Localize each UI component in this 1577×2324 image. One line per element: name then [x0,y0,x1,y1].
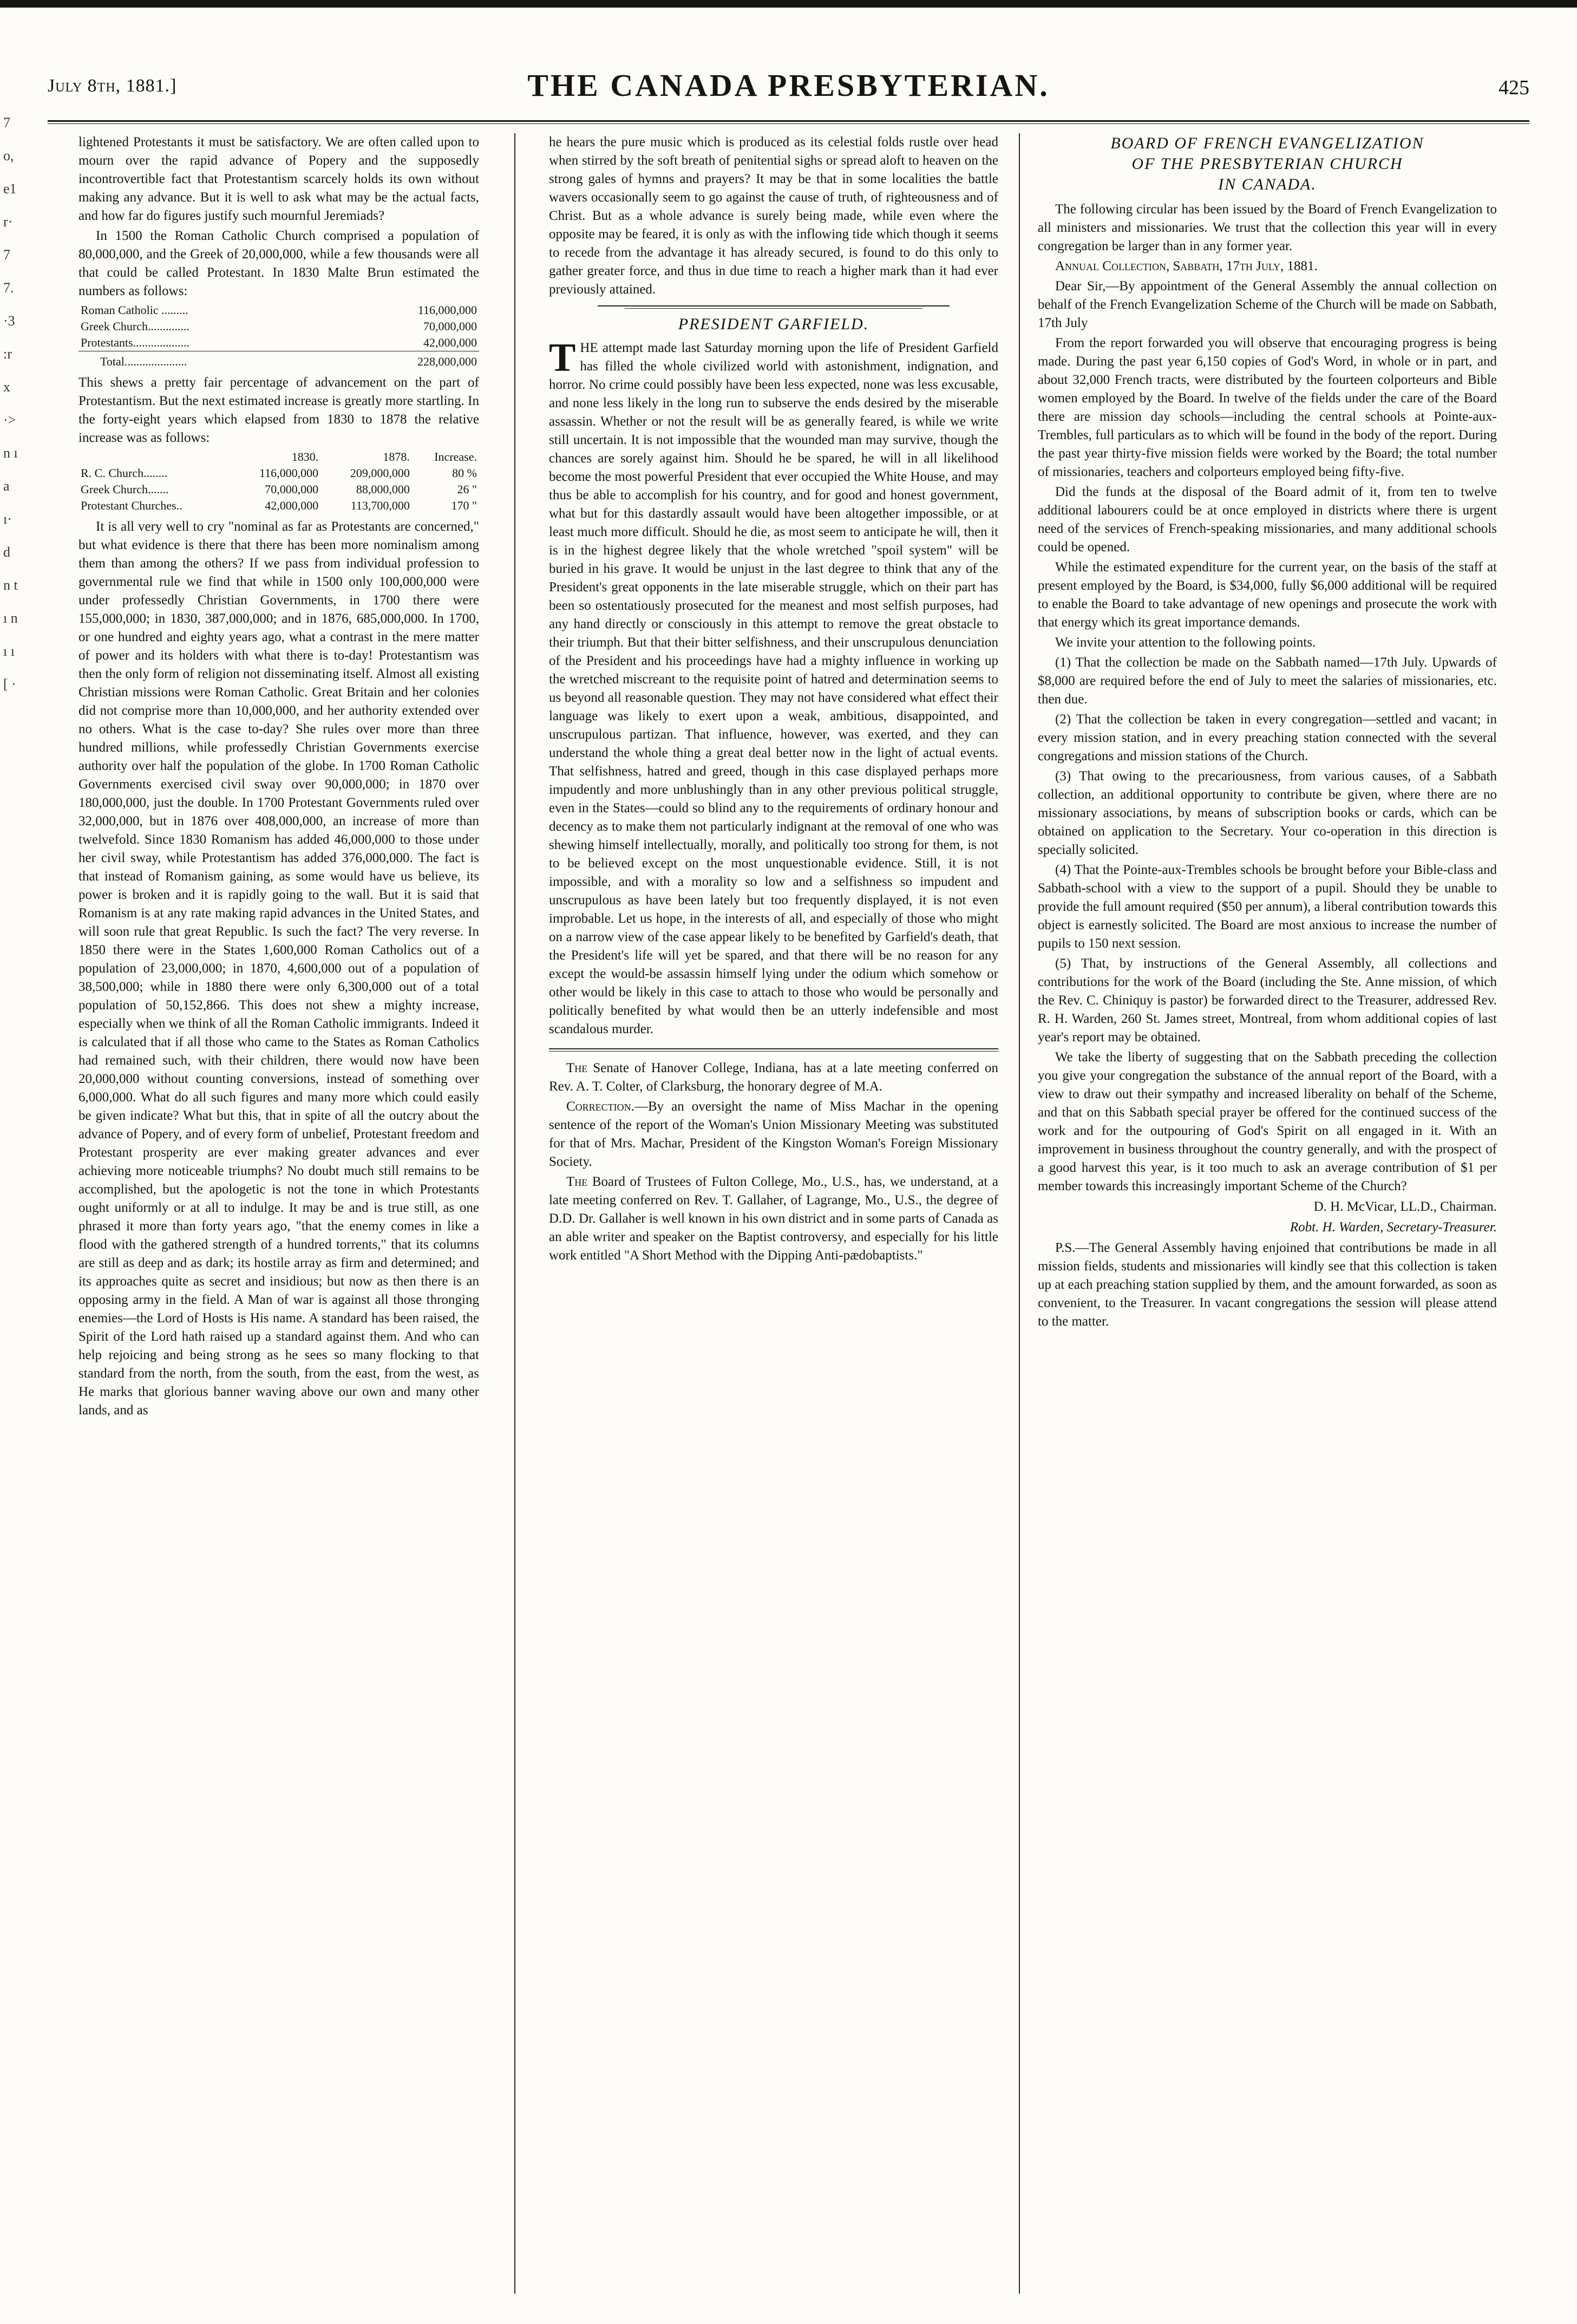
article-paragraph: he hears the pure music which is produced as its celestial folds rustle over head when stirred by the soft breath of penitential sighs or spread aloft to heaven on the strong gales of hymns and prayers? It may be that in some localities the battle wavers occasionally seem to go against the cause of truth, of righteousness and of Christ. But as a whole advance is surely being made, while even where the opposite may be feared, it is only as with the inflowing tide which though it seems to recede from the advantage it has already secured, is found to do this only to gather greater force, and thus in due time to reach a higher mark than it had ever previously attained. [549,135,998,297]
header-rule [48,120,1529,122]
article-paragraph: This shews a pretty fair percentage of advancement on the part of Protestantism. But the next estimated increase is greatly more startling. In the forty-eight years which elapsed from 1830 to 1878 the relative increase was as follows: [78,375,479,445]
drop-cap: T [549,336,576,380]
article-paragraph: The following circular has been issued by the Board of French Evangelization to all ministers and missionaries. We trust that the collection this year will in every congregation be larger than in any former year. [1038,202,1497,253]
column-1 [78,133,479,2296]
table-value: 42,000,000 [423,336,477,349]
article-paragraph: lightened Protestants it must be satisfactory. We are often called upon to mourn over the rapid advance of Popery and the supposedly incontrovertible fact that Protestantism scarcely holds its own without making any advance. But it is well to ask what may be the actual facts, and how far do figures justify such mournful Jeremiads? [78,135,479,223]
table-total-value: 228,000,000 [335,351,479,370]
table-row [78,318,479,335]
title-line: IN CANADA. [1218,175,1317,193]
postscript: P.S.—The General Assembly having enjoined that contributions be made in all mission fields, students and missionaries will kindly see that this collection is taken up at each preaching station supplied by them, and the amount forwarded, as soon as convenient, to the Treasurer. In vacant congregations the session will please attend to the matter. [1038,1241,1497,1329]
article-paragraph: (1) That the collection be made on the Sabbath named—17th July. Upwards of $8,000 are required before the end of July to meet the salaries of missionaries, etc. then due. [1038,655,1497,707]
article-paragraph: Dear Sir,—By appointment of the General Assembly the annual collection on behalf of the French Evangelization Scheme of the Church will be made on Sabbath, 17th July [1038,279,1497,330]
signature-chairman: D. H. McVicar, LL.D., Chairman. [1313,1199,1497,1214]
table-value: 26 " [457,482,477,496]
table-row [78,481,479,498]
table-value: 113,700,000 [350,499,410,512]
article-paragraph: While the estimated expenditure for the current year, on the basis of the staff at present employed by the Board, is $34,000, fully $6,000 additional will be required to enable the Board to take advantage of new openings and prosecute the work with that energy which its great importance demands. [1038,560,1497,630]
article-paragraph: (2) That the collection be taken in every congregation—settled and vacant; in every mission station, and in every preaching station connected with the several congregations and mission stations of the Church. [1038,712,1497,763]
table-header-row [78,449,479,465]
increase-table [78,449,479,514]
table-row [78,302,479,318]
article-text: HE attempt made last Saturday morning upon the life of President Garfield has filled the whole civilized world with astonishment, indignation, and horror. No crime could possibly have been less expected, none was less excusable, and none less likely in the long run to subserve the ends desired by the miserable assassin. Whether or not the result will be as generally feared, is while we write still uncertain. It is not impossible that the wounded man may survive, though the chances are sorely against him. Should he be spared, he will in all likelihood become the most powerful President that ever occupied the White House, and may thus be able to accomplish for his country, and for good and honest government, what but for this dastardly assault would have been altogether impossible, or at least much more difficult. Should he die, as most seem to anticipate he will, then it is in the highest degree likely that the whole wretched "spoil system" will be buried in his grave. It would be unjust in the last degree to think that any of the President's great opponents in the late miserable struggle, which on their part has been so ostentatiously prosecuted for the meanest and most selfish purposes, had any hand directly or consciously in this attempt to remove the great obstacle to their triumph. But that their bitter selfishness, and their unscrupulous denunciation of the President and his proceedings have had a mighty influence in working up the wretched miscreant to the requisite point of hatred and determination seems to us beyond all reasonable question. They may not have considered what effect their language was likely to exert upon a weak, ambitious, disappointed, and unscrupulous partizan. That influence, however, was exerted, and they can understand the whole thing a great deal better now in the light of actual events. That selfishness, hatred and greed, though in this case displayed perhaps more impudently and more unblushingly than in any other previous political struggle, even in the States—could so blind any to the requirements of ordinary honour and decency as to make them not particularly indignant at the removal of one who was shewing himself intellectually, morally, and politically too strong for them, is not to be believed except on the most unquestionable evidence. Still, it is not impossible, and with a morality so low and a selfishness so impudent and unscrupulous as have been lately but too frequently displayed, it is not even improbable. Let us hope, in the interests of all, and especially of those who might on a narrow view of the case appear likely to be benefited by Garfield's death, that the President's life will yet be spared, and that there will be no reason for any except the would-be assassin himself lying under the odium which somehow or other would be likely in this case to attach to those who would be personally and politically benefited by what would then be an utterly indefensible and most scandalous murder. [549,341,998,1036]
table-value: 88,000,000 [356,482,410,496]
table-total-label: Total..................... [78,351,335,370]
table-value: 80 % [452,466,477,480]
masthead-title: THE CANADA PRESBYTERIAN. [527,68,1050,103]
article-paragraph: We invite your attention to the following points. [1055,635,1316,650]
table-header: 1878. [383,450,410,464]
news-lead: The [566,1174,588,1189]
table-row [78,465,479,481]
table-value: 116,000,000 [417,303,477,317]
table-row [78,335,479,351]
table-total-row [78,351,479,370]
top-border [0,0,1577,8]
news-item [549,1059,998,1096]
column-2 [549,133,998,2296]
article-paragraph: (5) That, by instructions of the General Assembly, all collections and contributions for the work of the Board (including the Ste. Anne mission, of which the Rev. C. Chiniquy is pastor) be forwarded direct to the Treasurer, addressed Rev. R. H. Warden, 260 St. James street, Montreal, from whom additional copies of last year's report may be obtained. [1038,956,1497,1045]
article-paragraph: From the report forwarded you will observe that encouraging progress is being made. During the past year 6,150 copies of God's Word, in whole or in part, and about 32,000 French tracts, were distributed by the fourteen colporteurs and Bible women employed by the Board. In twelve of the fields under the care of the Board there are mission day schools—including the central schools at Pointe-aux-Trembles, full particulars as to which will be found in the body of the report. During the past year thirty-five mission fields were worked by the Board; the total number of missionaries, teachers and colporteurs employed being fifty-five. [1038,336,1497,479]
table-value: 70,000,000 [265,482,319,496]
table-header [78,449,230,465]
section-rule [598,305,950,306]
table-value: 116,000,000 [259,466,319,480]
table-value: 209,000,000 [350,466,410,480]
article-paragraph: We take the liberty of suggesting that on the Sabbath preceding the collection you give your congregation the substance of the annual report of the Board, with a view to draw out their sympathy and increased liberality on behalf of the Scheme, and that on this Sabbath special prayer be offered for the continued success of the work and for the outpouring of God's Spirit on all engaged in it. With an improvement in business throughout the country generally, and with the prospect of a good harvest this year, is it too much to ask an average contribution of $1 per member towards this increasingly important Scheme of the Church? [1038,1050,1497,1193]
margin-marks: 7 o, e1 r· 7 7. ·3 :r x ·> n ı a ı· d n t ı n ı ı [ · [3,115,18,692]
column-3 [1038,133,1497,2296]
table-label: R. C. Church........ [81,466,168,480]
issue-date: July 8th, 1881.] [48,76,177,96]
table-value: 70,000,000 [423,319,477,333]
signature-secretary: Robt. H. Warden, Secretary-Treasurer. [1290,1220,1497,1235]
table-label: Protestants................... [81,336,190,349]
news-text: Board of Trustees of Fulton College, Mo., U.S., has, we understand, at a late meeting conferred on Rev. T. Gallaher, of Lagrange, Mo., U.S., the degree of D.D. Dr. Gallaher is well known in his own district and in some parts of Canada as an able writer and speaker on the Baptist controversy, and especially for his little work entitled "A Short Method with the Dipping Anti-pædobaptists." [549,1174,998,1263]
news-item [549,1173,998,1265]
header-rule-thin [48,123,1529,124]
news-text: —By an oversight the name of Miss Machar in the opening sentence of the report of the Woman's Union Missionary Meeting was substituted for that of Mrs. Machar, President of the Kingston Woman's Foreign Missionary Society. [549,1099,998,1169]
circular-heading: Annual Collection, Sabbath, 17th July, 1881. [1055,259,1318,273]
table-header: 1830. [291,450,319,464]
news-text: Senate of Hanover College, Indiana, has at a late meeting conferred on Rev. A. T. Colter, of Clarksburg, the honorary degree of M.A. [549,1061,998,1094]
article-paragraph: (4) That the Pointe-aux-Trembles schools be brought before your Bible-class and Sabbath-school with a view to the support of a pupil. Should they be unable to provide the full amount required ($50 per annum), a liberal contribution towards this object is earnestly solicited. The Board are most anxious to increase the number of pupils to 150 next session. [1038,863,1497,951]
article-title-garfield: PRESIDENT GARFIELD. [678,315,869,333]
article-title-board [1038,133,1497,195]
table-row [78,498,479,514]
section-rule [549,1048,998,1049]
article-paragraph: (3) That owing to the precariousness, from various causes, of a Sabbath collection, an additional opportunity to contribute be given, where there are no missionary associations, by means of subscription books or cards, which can be obtained on application to the Secretary. Your co-operation in this direction is specially solicited. [1038,769,1497,857]
news-item [549,1098,998,1171]
column-divider [514,133,515,2294]
population-table-1830 [78,302,479,370]
table-label: Greek Church....... [81,482,169,496]
table-value: 42,000,000 [265,499,319,512]
table-header: Increase. [434,450,477,464]
section-rule-thin [625,308,922,309]
news-lead: The [566,1061,588,1075]
table-label: Protestant Churches.. [81,499,182,512]
article-paragraph: Did the funds at the disposal of the Board admit of it, from ten to twelve additional labourers could be at once employed in districts where there is urgent need of the services of French-speaking missionaries, and many additional schools could be opened. [1038,485,1497,554]
article-paragraph: In 1500 the Roman Catholic Church comprised a population of 80,000,000, and the Greek of 20,000,000, while a few thousands were all that could be called Protestant. In 1830 Malte Brun estimated the numbers as follows: [78,229,479,298]
title-line: BOARD OF FRENCH EVANGELIZATION [1110,134,1424,152]
title-line: OF THE PRESBYTERIAN CHURCH [1131,155,1403,173]
column-divider [1019,133,1020,2294]
article-paragraph: It is all very well to cry "nominal as far as Protestants are concerned," but what evidence is there that there has been more nominalism among them than among the others? If we pass from individual profession to governmental rule we find that while in 1500 only 100,000,000 were under professedly Christian Governments, in 1700 there were 155,000,000; in 1830, 387,000,000; and in 1876, 685,000,000. In 1700, or one hundred and eighty years ago, what a contrast in the mere matter of power and its holders with what there is to-day! Protestantism was then the only form of religion not disseminating itself. Almost all existing Christian missions were Roman Catholic. Great Britain and her colonies did not comprise more than 10,000,000, and her authority extended over no others. What is the case to-day? She rules over more than three hundred millions, while professedly Christian Governments exercise authority over half the population of the globe. In 1700 Roman Catholic Governments exercised civil sway over 90,000,000; in 1870 over 180,000,000, just the double. In 1700 Protestant Governments ruled over 32,000,000, but in 1876 over 408,000,000, an increase of more than twelvefold. Since 1830 Romanism has added 46,000,000 to those under her civil sway, while Protestantism has added 376,000,000. The fact is that instead of Romanism gaining, as some would have us believe, its power is broken and it is rapidly going to the wall. But it is said that Romanism is at any rate making rapid advances in the United States, and will soon rule that great Republic. Is such the fact? The very reverse. In 1850 there were in the States 1,600,000 Roman Catholics out of a population of 23,000,000; in 1870, 4,600,000 out of a population of 38,500,000; while in 1880 there were only 6,300,000 out of a total population of 50,152,866. This does not shew a mighty increase, especially when we think of all the Roman Catholic immigrants. Indeed it is calculated that if all those who came to the States as Roman Catholics had remained such, with their children, there would now have been 20,000,000 without counting conversions, instead of something over 6,000,000. What do all such figures and many more which could easily be given indicate? What but this, that in spite of all the outcry about the advance of Popery, and of every form of unbelief, Protestant freedom and Protestant prosperity are ever making greater advances and ever achieving more noticeable triumphs? No doubt much still remains to be accomplished, but the apologetic is not the tone in which Protestants ought uniformly or at all to indulge. It may be and is true still, as one phrased it more than forty years ago, "that the enemy comes in like a flood with the gathered strength of a hundred torrents," that its columns are still as deep and as dark; its hostile array as firm and determined; and its approaches quite as secret and insidious; but now as then there is an opposing army in the field. A Man of war is against all those thronging enemies—the Lord of Hosts is His name. A standard has been raised, the Spirit of the Lord hath raised up a standard against them. And who can help rejoicing and being strong as he sees so many flocking to that standard from the north, from the south, from the east, from the west, as He marks that glorious banner waving above our own and many other lands, and as [78,519,479,1418]
table-label: Roman Catholic ......... [81,303,188,317]
news-lead: Correction. [566,1099,634,1114]
section-rule-thin [549,1051,998,1052]
table-label: Greek Church.............. [81,319,190,333]
article-paragraph [549,336,998,1039]
table-value: 170 " [451,499,477,512]
page-number: 425 [1499,76,1529,99]
